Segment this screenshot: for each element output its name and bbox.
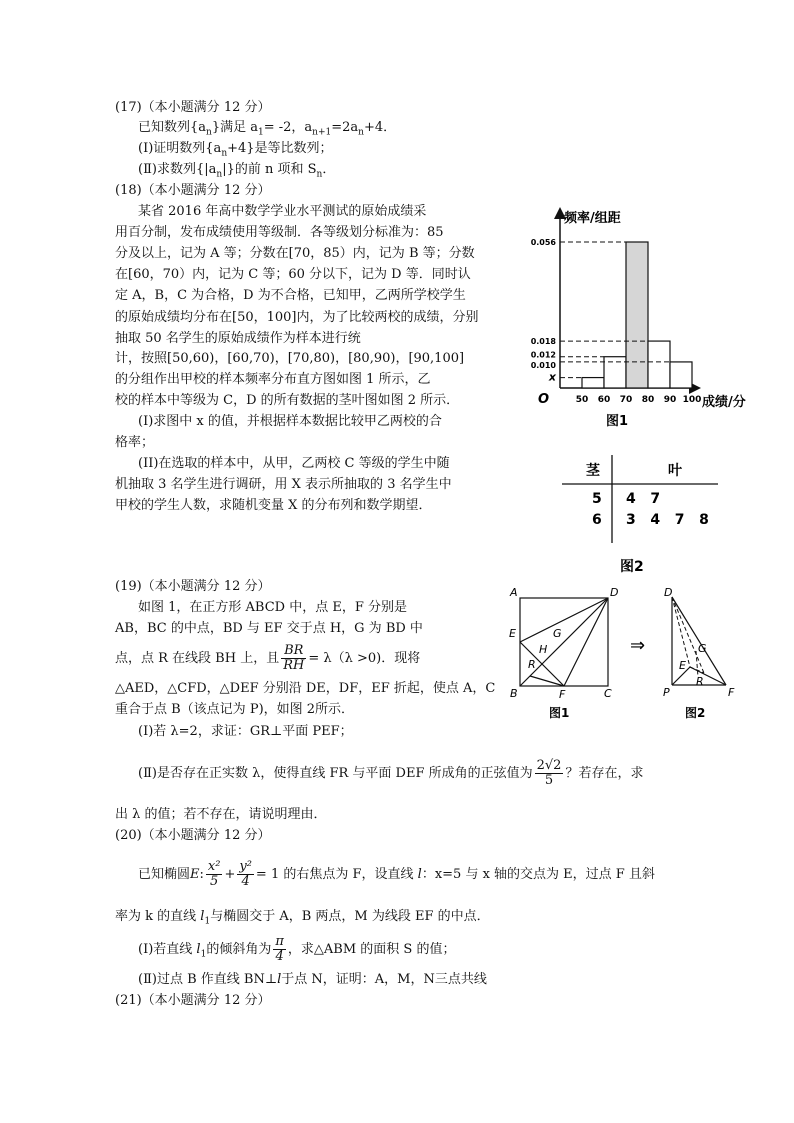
fig1-caption: 图1: [549, 706, 570, 720]
q21-header: (21)（本小题满分 12 分）: [115, 993, 271, 1008]
q20-line1: 已知椭圆E: $\frac{\text{x²}}{5}$ + $\frac{\text{y²}}{4}$ = 1 的右焦点为 F，设直线 l：x=5 与 x 轴的交点为 E，过点 F 且斜: [138, 859, 655, 889]
q19-line5: 重合于点 B（该点记为 P)，如图 2所示．: [115, 702, 355, 717]
q20-line2: 率为 k 的直线 $l_1$与椭圆交于 A，B 两点，M 为线段 EF 的中点．: [115, 909, 490, 927]
stem-value: 5: [592, 491, 602, 507]
q17-part1: (I)证明数列$\{a_n+4\}$是等比数列；: [138, 141, 333, 159]
y-tick-label: 0.056: [530, 238, 556, 247]
x-tick-label: 90: [663, 395, 677, 405]
histogram-bar: [670, 362, 692, 388]
q18-line: 格率；: [115, 435, 155, 450]
label-G2: G: [698, 642, 707, 655]
label-D2: D: [664, 586, 673, 599]
x-tick-label: 80: [641, 395, 655, 405]
y-tick-label: 0.010: [530, 360, 556, 370]
q19-part1: (I)若 λ=2，求证：GR⊥平面 PEF；: [138, 724, 353, 739]
arrow-icon: ⇒: [630, 635, 646, 656]
q18-header: (18)（本小题满分 12 分）: [115, 183, 271, 198]
label-G: G: [553, 627, 562, 640]
q20-header: (20)（本小题满分 12 分）: [115, 828, 271, 843]
q20-part2: (Ⅱ)过点 B 作直线 BN⊥l于点 N，证明：A，M，N三点共线: [138, 972, 487, 987]
q18-line: (II)在选取的样本中，从甲，乙两校 C 等级的学生中随: [138, 456, 450, 471]
q17-line1: 已知数列$\{a_n\}$满足 $a_1= -2$，$a_{n+1}=2a_n+4$．: [138, 120, 397, 138]
square-abcd: [520, 598, 608, 686]
y-axis-label: 频率/组距: [564, 211, 621, 226]
histogram-bar: [604, 357, 626, 388]
histogram-caption: 图1: [606, 414, 629, 429]
q18-line: (I)求图中 x 的值，并根据样本数据比较甲乙两校的合: [138, 414, 442, 429]
fig2-caption: 图2: [685, 706, 706, 720]
histogram-bar: [648, 341, 670, 388]
leaf-values: 3 4 7 8: [626, 512, 709, 528]
q19-line2: AB，BC 的中点，BD 与 EF 交于点 H，G 为 BD 中: [115, 621, 423, 636]
x-tick-label: 100: [682, 395, 702, 405]
label-D: D: [610, 586, 619, 599]
histogram-bar: [626, 242, 648, 388]
x-axis-label: 成绩/分: [702, 395, 746, 410]
label-P2: P: [663, 686, 670, 699]
q18-line: 校的样本中等级为 C，D 的所有数据的茎叶图如图 2 所示．: [115, 393, 460, 408]
q18-line: 机抽取 3 名学生进行调研，用 X 表示所抽取的 3 名学生中: [115, 477, 452, 492]
y-tick-label: 0.012: [530, 350, 556, 360]
histogram-chart: [520, 200, 770, 435]
q19-part2: (Ⅱ)是否存在正实数 λ，使得直线 FR 与平面 DEF 所成角的正弦值为 $\frac{2√2}{5}$ ？若存在，求: [138, 758, 644, 788]
stem-value: 6: [592, 512, 602, 528]
q19-line4: △AED，△CFD，△DEF 分别沿 DE，DF，EF 折起，使点 A，C: [115, 681, 496, 696]
label-B: B: [510, 687, 518, 700]
q17-part2: (Ⅱ)求数列$\{|a_n|\}$的前 n 项和 $S_n$．: [138, 162, 336, 180]
label-A: A: [510, 586, 518, 599]
x-tick-label: 70: [619, 395, 633, 405]
stem-header: 茎: [586, 463, 600, 479]
x-tick-label: 50: [575, 395, 589, 405]
label-E2: E: [679, 659, 686, 672]
q20-part1: (I)若直线 $l_1$的倾斜角为 $\frac{\pi}{4}$ ，求△ABM 的面积 S 的值；: [138, 934, 456, 964]
leaf-values: 4 7: [626, 491, 661, 507]
q18-line: 用百分制，发布成绩使用等级制．各等级划分标准为：85: [115, 225, 444, 240]
q19-line1: 如图 1，在正方形 ABCD 中，点 E，F 分别是: [138, 600, 407, 615]
q18-line: 某省 2016 年高中数学学业水平测试的原始成绩采: [138, 204, 427, 219]
label-H: H: [539, 643, 548, 656]
geometry-figures: [500, 585, 760, 720]
q18-line: 的原始成绩均分布在[50，100]内，为了比较两校的成绩，分别抽取 50 名学生的原始成绩作为样本进行统: [115, 310, 479, 346]
y-tick-label: x: [548, 370, 556, 384]
label-E: E: [509, 627, 516, 640]
leaf-header: 叶: [668, 463, 682, 479]
label-R2: R: [696, 675, 704, 688]
y-tick-label: 0.018: [530, 337, 556, 347]
label-R: R: [528, 658, 536, 671]
q18-line: 在[60，70）内，记为 C 等；60 分以下，记为 D 等．同时认: [115, 267, 471, 282]
q19-line3: 点，点 R 在线段 BH 上，且 $\frac{BR}{RH}$ = λ（λ >0)．现将: [115, 643, 421, 673]
q18-line: 的分组作出甲校的样本频率分布直方图如图 1 所示，乙: [115, 372, 431, 387]
label-F2: F: [728, 686, 735, 699]
q17-header: (17)（本小题满分 12 分）: [115, 100, 271, 115]
stem-leaf-caption: 图2: [620, 559, 644, 575]
q19-header: (19)（本小题满分 12 分）: [115, 579, 271, 594]
x-tick-label: 60: [597, 395, 611, 405]
histogram-bar: [582, 378, 604, 388]
q18-line: 分及以上，记为 A 等；分数在[70，85）内，记为 B 等；分数: [115, 246, 475, 261]
q18-line: 甲校的学生人数，求随机变量 X 的分布列和数学期望．: [115, 498, 432, 513]
q19-part2-cont: 出 λ 的值；若不存在，请说明理由．: [115, 807, 327, 822]
label-C: C: [604, 687, 612, 700]
q18-line: 计，按照[50,60)，[60,70)，[70,80)，[80,90)，[90,100]: [115, 351, 465, 366]
stem-leaf-plot: [520, 455, 740, 580]
origin-label: O: [538, 392, 550, 407]
label-F: F: [559, 688, 566, 701]
q18-line: 定 A，B，C 为合格，D 为不合格，已知甲，乙两所学校学生: [115, 288, 466, 303]
